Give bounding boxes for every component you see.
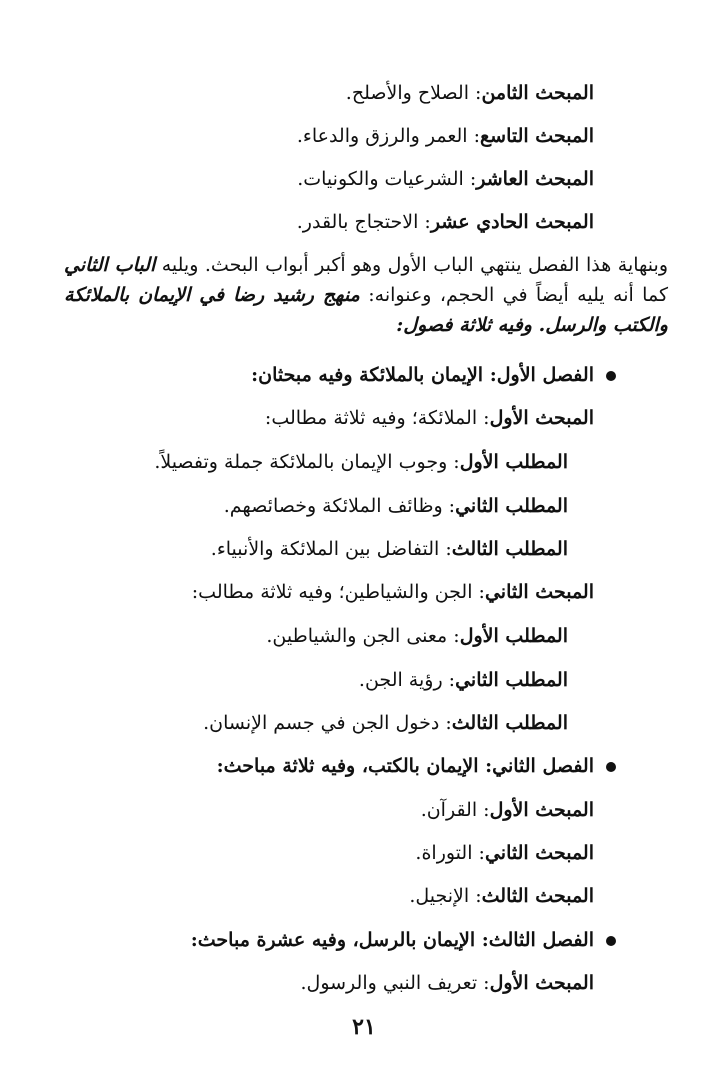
section-heading: المبحث التاسع	[480, 125, 594, 147]
chapter-label: الفصل الثالث	[488, 929, 594, 951]
subsection-title: وظائف الملائكة وخصائصهم.	[223, 495, 443, 517]
section-title: الشرعيات والكونيات.	[297, 168, 464, 190]
toc-entry	[297, 207, 594, 237]
colon: :	[477, 407, 490, 429]
subsection-title: معنى الجن والشياطين.	[266, 625, 448, 647]
subsection-heading: المطلب الثالث	[451, 538, 568, 560]
section-title: الملائكة؛ وفيه ثلاثة مطالب:	[264, 407, 478, 429]
colon: :	[477, 972, 490, 994]
toc-subentry	[154, 447, 568, 477]
section-heading: المبحث الحادي عشر	[430, 211, 594, 233]
chapter-label: الفصل الثاني	[492, 755, 594, 777]
subsection-title: وجوب الإيمان بالملائكة جملة وتفصيلاً.	[154, 451, 448, 473]
colon: :	[439, 712, 452, 734]
chapter-title: الإيمان بالرسل، وفيه عشرة مباحث:	[190, 929, 476, 951]
section-title: الإنجيل.	[409, 885, 470, 907]
section-title: التوراة.	[415, 842, 473, 864]
intro-paragraph	[64, 250, 668, 340]
toc-entry	[421, 795, 594, 825]
toc-entry	[265, 403, 594, 433]
colon: :	[477, 799, 490, 821]
subsection-title: رؤية الجن.	[358, 669, 443, 691]
subsection-heading: المطلب الأول	[459, 625, 568, 647]
chapter-label: الفصل الأول	[496, 364, 594, 386]
section-heading: المبحث الثامن	[481, 82, 594, 104]
toc-entry	[346, 78, 594, 108]
colon: :	[463, 168, 477, 190]
bullet-icon	[606, 762, 616, 772]
section-heading: المبحث العاشر	[476, 168, 594, 190]
chapter-title: الإيمان بالكتب، وفيه ثلاثة مباحث:	[216, 755, 479, 777]
section-heading: المبحث الأول	[489, 799, 594, 821]
colon: :	[442, 669, 456, 691]
chapter-heading	[251, 360, 616, 390]
section-title: العمر والرزق والدعاء.	[296, 125, 468, 147]
toc-entry	[409, 881, 594, 911]
page-number: ٢١	[352, 1014, 376, 1040]
toc-subentry	[203, 708, 568, 738]
toc-subentry	[224, 491, 568, 521]
subsection-title: التفاضل بين الملائكة والأنبياء.	[210, 538, 440, 560]
colon: :	[447, 451, 460, 473]
section-title: الجن والشياطين؛ وفيه ثلاثة مطالب:	[191, 581, 473, 603]
paragraph-text: وبنهاية هذا الفصل ينتهي الباب الأول وهو أكبر أبواب البحث. ويليه	[155, 254, 668, 276]
toc-subentry	[359, 665, 568, 695]
colon: :	[483, 364, 497, 386]
paragraph-emphasis: منهج رشيد رضا في الإيمان بالملائكة والكتب والرسل. وفيه ثلاثة فصول:	[64, 284, 668, 336]
section-title: تعريف النبي والرسول.	[300, 972, 478, 994]
section-heading: المبحث الثاني	[484, 581, 594, 603]
colon: :	[418, 211, 431, 233]
paragraph-emphasis: الباب الثاني	[64, 254, 156, 276]
toc-entry	[415, 838, 594, 868]
colon: :	[439, 538, 452, 560]
chapter-heading	[191, 925, 616, 955]
section-heading: المبحث الثاني	[484, 842, 594, 864]
subsection-heading: المطلب الثاني	[455, 669, 568, 691]
section-heading: المبحث الأول	[489, 972, 594, 994]
section-title: الاحتجاج بالقدر.	[296, 211, 419, 233]
toc-subentry	[211, 534, 568, 564]
colon: :	[447, 625, 460, 647]
section-title: الصلاح والأصلح.	[345, 82, 469, 104]
subsection-heading: المطلب الثاني	[455, 495, 568, 517]
colon: :	[469, 885, 482, 907]
toc-subentry	[266, 621, 568, 651]
section-title: القرآن.	[420, 799, 478, 821]
subsection-heading: المطلب الثالث	[451, 712, 568, 734]
colon: :	[472, 842, 485, 864]
subsection-heading: المطلب الأول	[459, 451, 568, 473]
colon: :	[478, 755, 493, 777]
bullet-icon	[606, 371, 616, 381]
colon: :	[475, 929, 489, 951]
toc-entry	[297, 121, 594, 151]
paragraph-text: كما أنه يليه أيضاً في الحجم، وعنوانه:	[359, 284, 668, 306]
colon: :	[442, 495, 456, 517]
toc-entry	[297, 164, 594, 194]
colon: :	[467, 125, 481, 147]
toc-entry	[300, 968, 594, 998]
bullet-icon	[606, 936, 616, 946]
colon: :	[472, 581, 485, 603]
section-heading: المبحث الأول	[489, 407, 594, 429]
section-heading: المبحث الثالث	[481, 885, 594, 907]
colon: :	[468, 82, 482, 104]
subsection-title: دخول الجن في جسم الإنسان.	[203, 712, 440, 734]
toc-entry	[192, 577, 594, 607]
chapter-heading	[217, 751, 616, 781]
chapter-title: الإيمان بالملائكة وفيه مبحثان:	[251, 364, 484, 386]
